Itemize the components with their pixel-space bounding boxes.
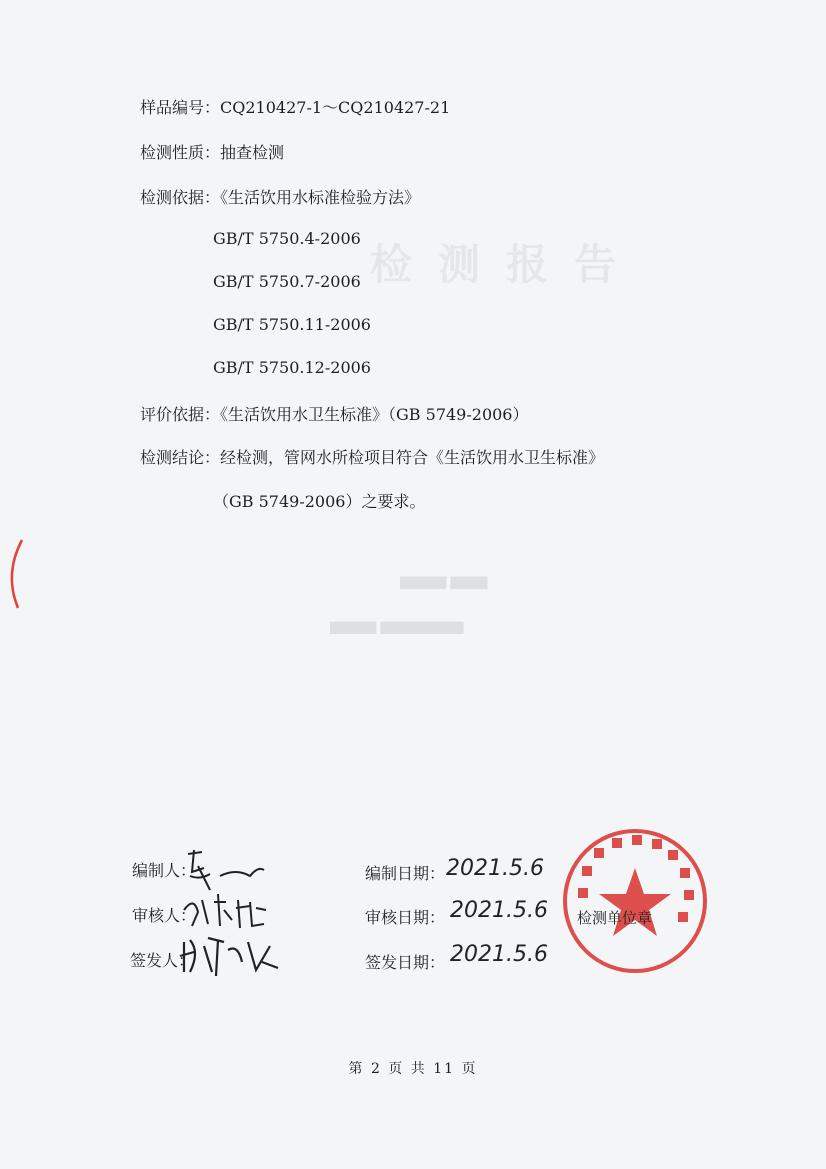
test-nature-value: 抽查检测 <box>220 143 285 162</box>
seal-caption: 检测单位章 <box>577 909 653 927</box>
seal-edge-arc <box>2 538 26 610</box>
show-through-text: ▇▇▇▇▇ ▇▇▇▇▇▇▇▇▇ <box>330 620 464 634</box>
show-through-text: ▇▇▇▇▇ ▇▇▇▇ <box>400 575 488 589</box>
test-basis-value: 《生活饮用水标准检验方法》 <box>220 188 421 207</box>
prepared-date-label: 编制日期： <box>365 864 446 883</box>
sample-number-row <box>140 95 450 118</box>
issued-by-label: 签发人： <box>130 951 195 970</box>
evaluation-basis-row <box>140 402 529 425</box>
sample-number-value: CQ210427-1～CQ210427-21 <box>220 98 451 117</box>
standard-item: GB/T 5750.11-2006 <box>213 315 371 334</box>
reviewed-by-label: 审核人： <box>132 906 197 925</box>
show-through-title: 检测报告 <box>370 240 643 289</box>
conclusion-label: 检测结论： <box>140 448 221 467</box>
reviewed-date-value: 2021.5.6 <box>450 898 548 923</box>
standard-item: GB/T 5750.4-2006 <box>213 229 361 248</box>
evaluation-basis-value: 《生活饮用水卫生标准》（GB 5749-2006） <box>220 405 529 424</box>
standard-item: GB/T 5750.12-2006 <box>213 358 371 377</box>
standard-item: GB/T 5750.7-2006 <box>213 272 361 291</box>
test-basis-row <box>140 185 420 208</box>
conclusion-text: 经检测，管网水所检项目符合《生活饮用水卫生标准》 <box>220 448 605 467</box>
issued-date-value: 2021.5.6 <box>450 942 548 967</box>
page-number: 第 2 页 共 11 页 <box>348 1061 478 1077</box>
conclusion-row <box>140 445 604 468</box>
test-basis-label: 检测依据： <box>140 188 221 207</box>
evaluation-basis-label: 评价依据： <box>140 405 221 424</box>
issued-date-label: 签发日期： <box>365 953 446 972</box>
issued-by-signature <box>178 932 288 980</box>
prepared-date-value: 2021.5.6 <box>446 856 544 881</box>
test-nature-label: 检测性质： <box>140 143 221 162</box>
conclusion-text-continued: （GB 5749-2006）之要求。 <box>213 492 426 511</box>
sample-number-label: 样品编号： <box>140 98 221 117</box>
prepared-by-signature <box>180 846 270 896</box>
official-seal <box>560 826 710 976</box>
test-nature-row <box>140 140 284 163</box>
reviewed-date-label: 审核日期： <box>365 908 446 927</box>
prepared-by-label: 编制人： <box>132 861 197 880</box>
reviewed-by-signature <box>180 890 280 934</box>
